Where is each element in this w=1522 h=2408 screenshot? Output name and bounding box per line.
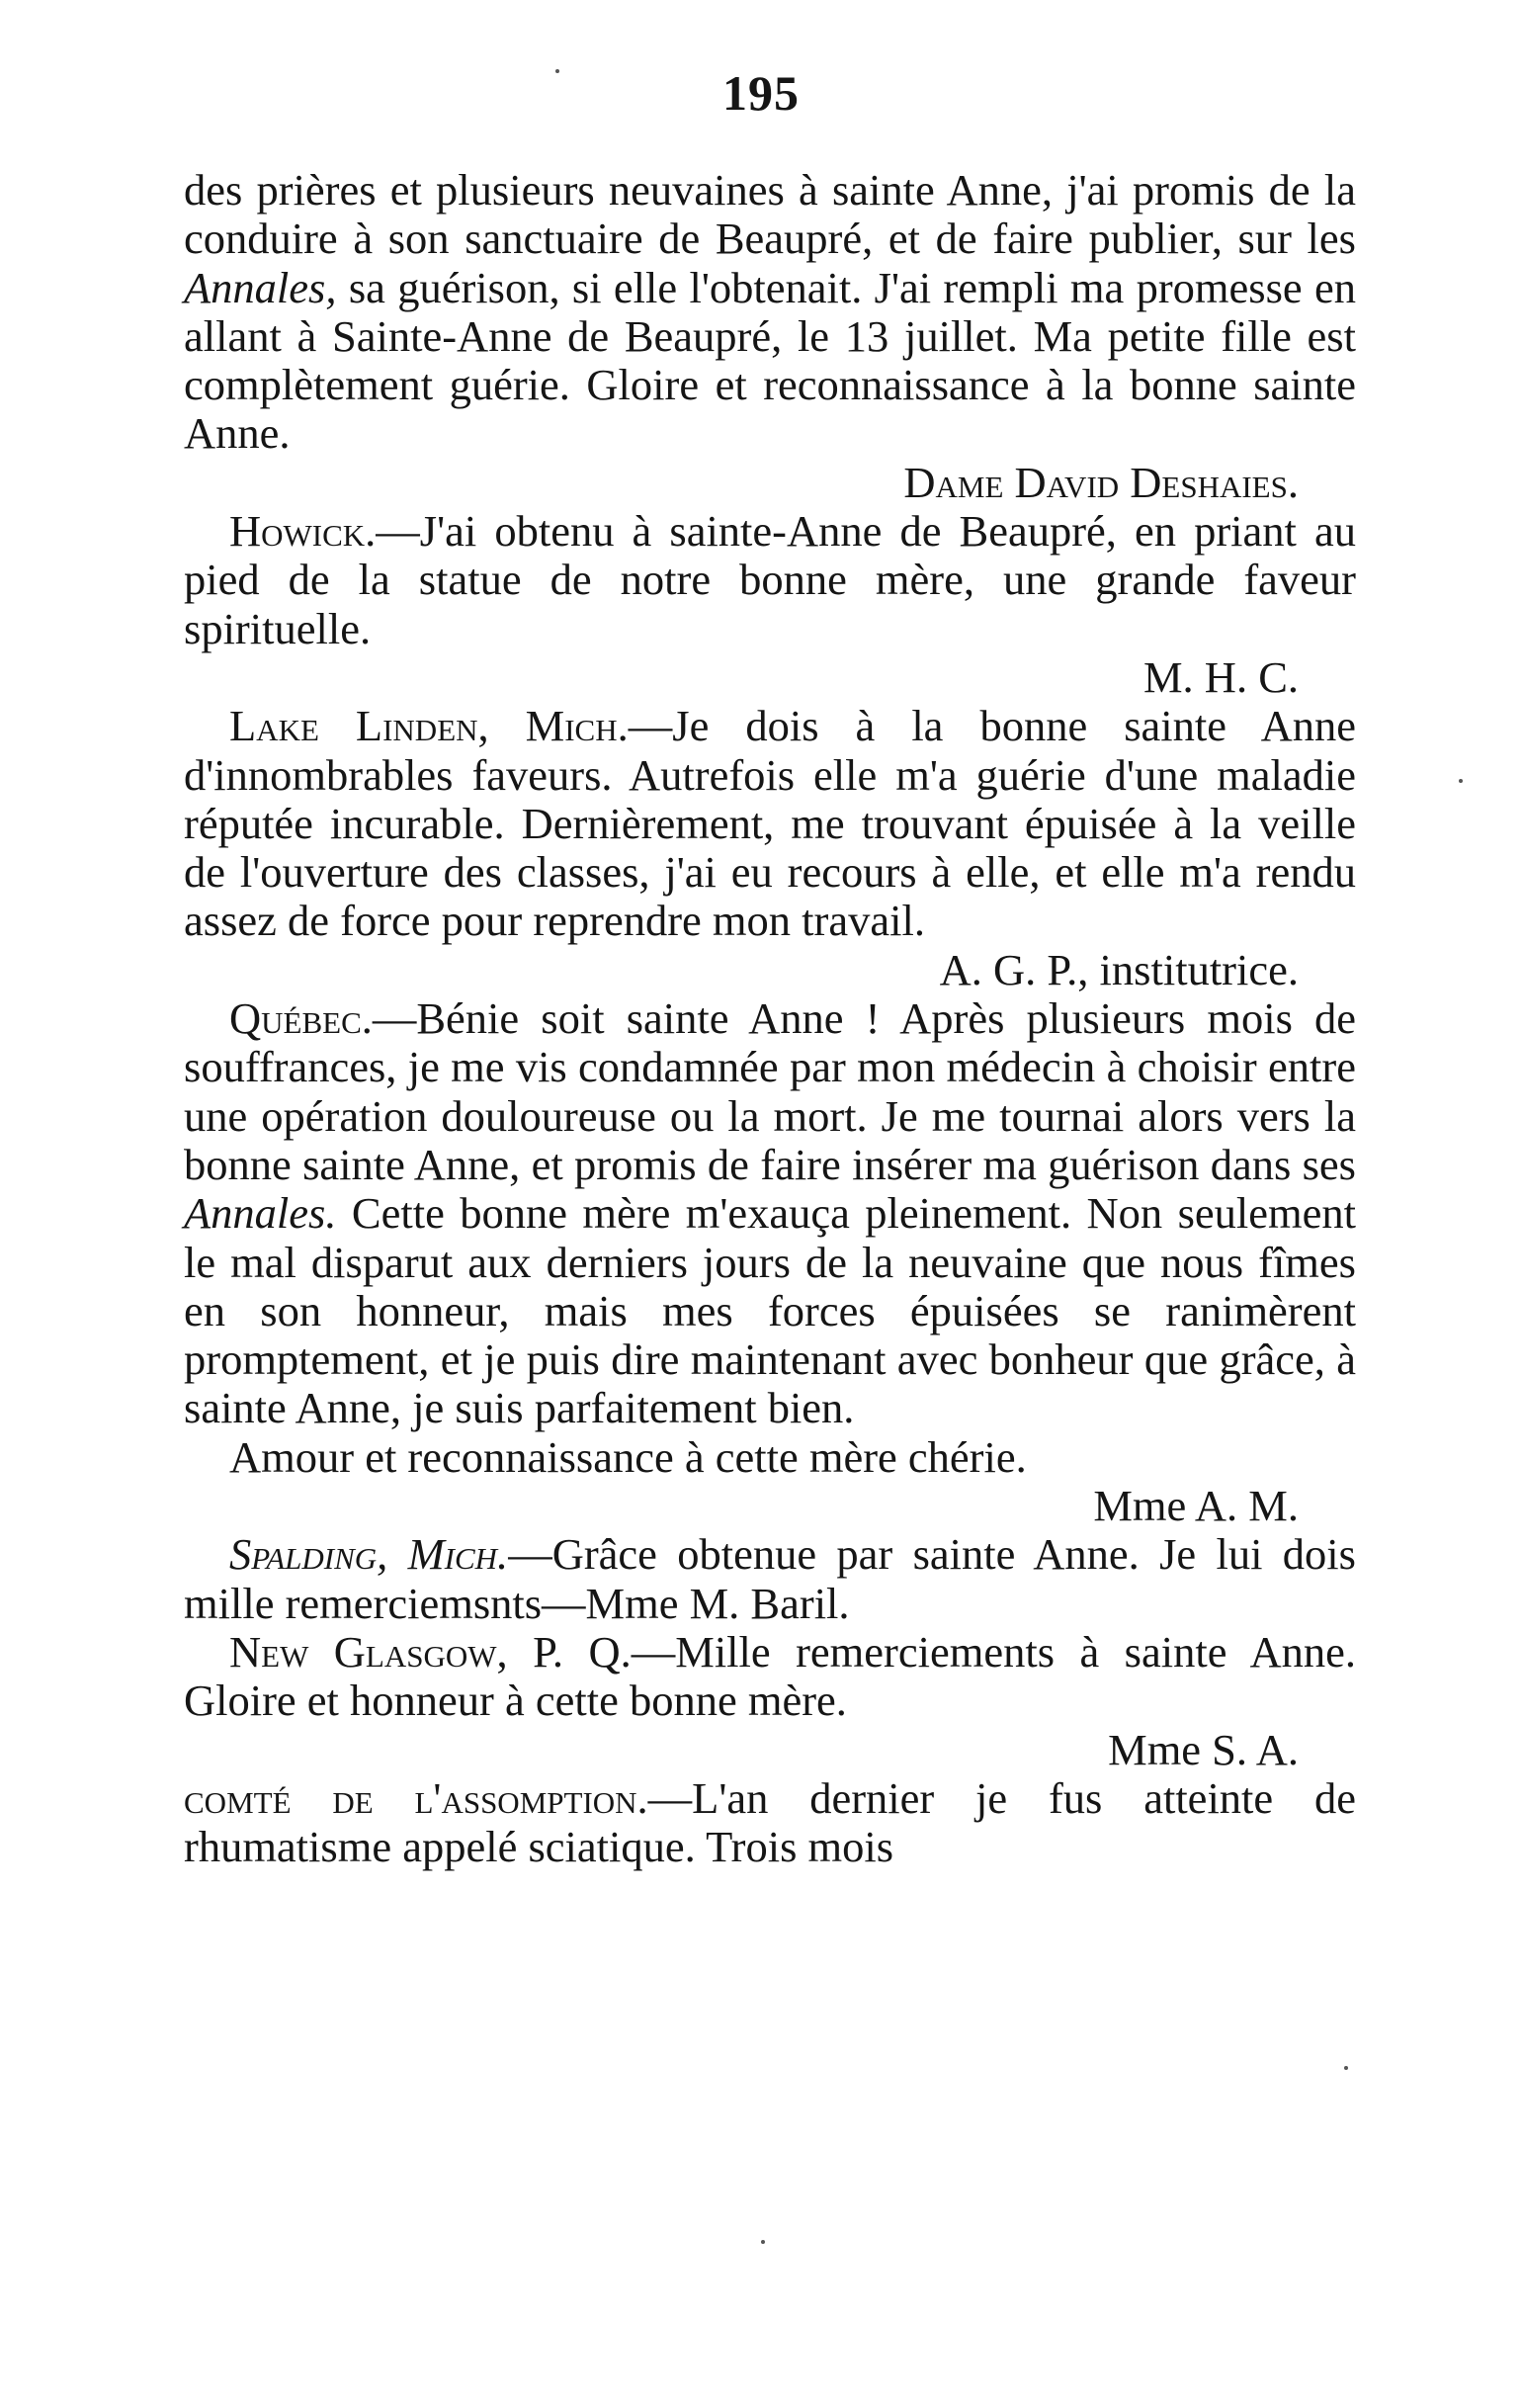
entry-new-glasgow <box>184 1628 1356 1774</box>
entry-text-after: Cette bonne mère m'exauça pleinement. Non seulement le mal disparut aux derniers jours de la neuvaine que nous fîmes en son honneur, mais mes forces épuisées se ranimèrent promptement, et je puis dire maintenant avec bonheur que grâce, à sainte Anne, je suis parfaitement bien. <box>184 1188 1356 1433</box>
entry-howick <box>184 507 1356 702</box>
entry-quebec <box>184 994 1356 1433</box>
signature: A. G. P., institutrice. <box>939 944 1299 994</box>
entry-quebec-closing <box>184 1433 1356 1531</box>
entry-text: —Grâce obtenue par sainte Anne. Je lui dois mille remerciemsnts—Mme M. Baril. <box>184 1529 1356 1628</box>
entry-italic: Annales. <box>184 1188 337 1239</box>
entry-place: Spalding, Mich. <box>229 1529 509 1580</box>
signature: Dame David Deshaies. <box>903 457 1299 507</box>
entry-place: New Glasgow, P. Q. <box>229 1626 632 1677</box>
print-speck <box>555 69 559 73</box>
entry-place: Howick. <box>229 506 377 557</box>
entry-place: Québec. <box>229 993 373 1044</box>
entry-text: —J'ai obtenu à sainte-Anne de Beaupré, en priant au pied de la statue de notre bonne mère, une grande faveur spirituelle. <box>184 506 1356 653</box>
entry-italic: Annales, <box>184 262 337 312</box>
signature: M. H. C. <box>1142 651 1299 702</box>
entry-spalding <box>184 1530 1356 1628</box>
print-speck <box>1459 779 1463 783</box>
signature: Mme A. M. <box>1093 1481 1299 1531</box>
signature: Mme S. A. <box>1108 1724 1299 1774</box>
print-speck <box>1344 2066 1348 2070</box>
entry-text-after: sa guérison, si elle l'obtenait. J'ai rempli ma promesse en allant à Sainte-Anne de Beaupré, le 13 juillet. Ma petite fille est complètement guérie. Gloire et reconnaissance à la bonne sainte Anne. <box>184 262 1356 459</box>
entry-place: Lake Linden, Mich. <box>229 701 629 751</box>
entry-lake-linden <box>184 702 1356 994</box>
entry-continuation <box>184 166 1356 507</box>
page-number: 195 <box>722 65 800 121</box>
entry-text: —Bénie soit sainte Anne ! Après plusieurs mois de souffrances, je me vis condamnée par mon médecin à choisir entre une opération douloureuse ou la mort. Je me tournai alors vers la bonne sainte Anne, et promis de faire insérer ma guérison dans ses <box>184 993 1356 1189</box>
entry-text: des prières et plusieurs neuvaines à sainte Anne, j'ai promis de la conduire à son sanctuaire de Beaupré, et de faire publier, sur les <box>184 165 1356 264</box>
entry-text: —Mille remerciements à sainte Anne. Gloire et honneur à cette bonne mère. <box>184 1626 1356 1726</box>
entry-assomption <box>184 1774 1356 1872</box>
closing-line: Amour et reconnaissance à cette mère chérie. <box>229 1431 1027 1482</box>
entry-place: comté de l'assomption. <box>184 1772 648 1823</box>
entry-text: —L'an dernier je fus atteinte de rhumatisme appelé sciatique. Trois mois <box>184 1772 1357 1872</box>
entry-text: —Je dois à la bonne sainte Anne d'innombrables faveurs. Autrefois elle m'a guérie d'une maladie réputée incurable. Dernièrement, me trouvant épuisée à la veille de l'ouverture des classes, j'ai eu recours à elle, et elle m'a rendu assez de force pour reprendre mon travail. <box>184 701 1356 946</box>
print-speck <box>761 2240 765 2244</box>
page-body <box>184 166 1356 1871</box>
